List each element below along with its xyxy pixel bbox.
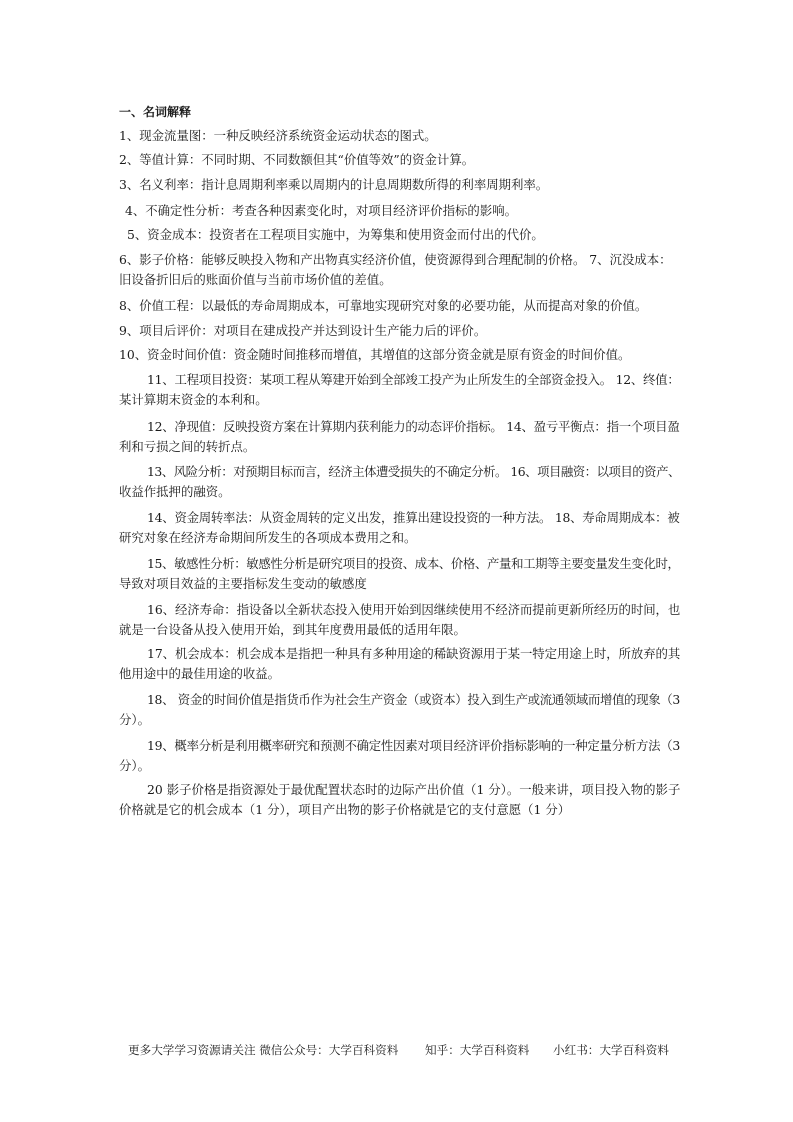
- definition-item-continuation: 就是一台设备从投入使用开始，到其年度费用最低的适用年限。: [119, 622, 466, 637]
- definition-item: 12、净现值：反映投资方案在计算期内获利能力的动态评价指标。 14、盈亏平衡点：指一个项目盈: [147, 419, 680, 434]
- definition-item: 16、经济寿命：指设备以全新状态投入使用开始到因继续使用不经济而提前更新所经历的时间，也: [147, 602, 681, 617]
- definition-item-continuation: 旧设备折旧后的账面价值与当前市场价值的差值。: [119, 272, 392, 287]
- definition-item: 20 影子价格是指资源处于最优配置状态时的边际产出价值（1 分）。一般来讲，项目投入物的影子: [147, 782, 681, 797]
- definition-item: 18、 资金的时间价值是指货币作为社会生产资金（或资本）投入到生产或流通领域而增值的现象（3: [147, 692, 680, 707]
- definition-item: 11、工程项目投资：某项工程从筹建开始到全部竣工投产为止所发生的全部资金投入。 12、终值：: [147, 372, 680, 387]
- definition-item: 9、项目后评价：对项目在建成投产并达到设计生产能力后的评价。: [119, 323, 487, 338]
- definition-item: 5、资金成本：投资者在工程项目实施中，为筹集和使用资金而付出的代价。: [127, 227, 544, 242]
- definition-item-continuation: 分）。: [119, 758, 150, 773]
- definition-item-continuation: 导致对项目效益的主要指标发生变动的敏感度: [119, 576, 367, 591]
- definition-item-continuation: 分）。: [119, 712, 150, 727]
- definition-item: 1、现金流量图：一种反映经济系统资金运动状态的图式。: [119, 128, 437, 143]
- definition-item: 15、敏感性分析：敏感性分析是研究项目的投资、成本、价格、产量和工期等主要变量发生变化时，: [147, 556, 680, 571]
- definition-item-continuation: 收益作抵押的融资。: [119, 484, 231, 499]
- definition-item: 14、资金周转率法：从资金周转的定义出发，推算出建设投资的一种方法。 18、寿命周期成本：被: [147, 510, 680, 525]
- definition-item: 17、机会成本：机会成本是指把一种具有多种用途的稀缺资源用于某一特定用途上时，所放弃的其: [147, 646, 681, 661]
- definition-item: 13、风险分析：对预期目标而言，经济主体遭受损失的不确定分析。 16、项目融资：以项目的资产、: [147, 464, 680, 479]
- definition-item: 4、不确定性分析：考查各种因素变化时，对项目经济评价指标的影响。: [125, 203, 517, 218]
- definition-item-continuation: 某计算期末资金的本利和。: [119, 392, 268, 407]
- definition-item: 10、资金时间价值：资金随时间推移而增值，其增值的这部分资金就是原有资金的时间价值。: [119, 347, 631, 362]
- definition-item: 2、等值计算：不同时期、不同数额但其“价值等效”的资金计算。: [119, 152, 475, 167]
- section-heading: 一、名词解释: [119, 105, 192, 119]
- footer-xiaohongshu: 小红书：大学百科资料: [553, 1043, 669, 1057]
- definition-item: 6、影子价格：能够反映投入物和产出物真实经济价值，使资源得到合理配制的价格。 7、沉没成本：: [119, 252, 672, 267]
- definition-item: 8、价值工程：以最低的寿命周期成本，可靠地实现研究对象的必要功能，从而提高对象的价值。: [119, 298, 648, 313]
- footer-zhihu: 知乎：大学百科资料: [425, 1043, 530, 1057]
- definition-item-continuation: 利和亏损之间的转折点。: [119, 439, 256, 454]
- definition-item-continuation: 价格就是它的机会成本（1 分），项目产出物的影子价格就是它的支付意愿（1 分）: [119, 802, 571, 817]
- footer-wechat: 更多大学学习资源请关注 微信公众号：大学百科资料: [128, 1043, 399, 1057]
- definition-item-continuation: 研究对象在经济寿命期间所发生的各项成本费用之和。: [119, 530, 417, 545]
- definition-item: 3、名义利率：指计息周期利率乘以周期内的计息周期数所得的利率周期利率。: [119, 177, 549, 192]
- definition-item-continuation: 他用途中的最佳用途的收益。: [119, 666, 281, 681]
- definition-item: 19、概率分析是利用概率研究和预测不确定性因素对项目经济评价指标影响的一种定量分析方法（3: [147, 738, 681, 753]
